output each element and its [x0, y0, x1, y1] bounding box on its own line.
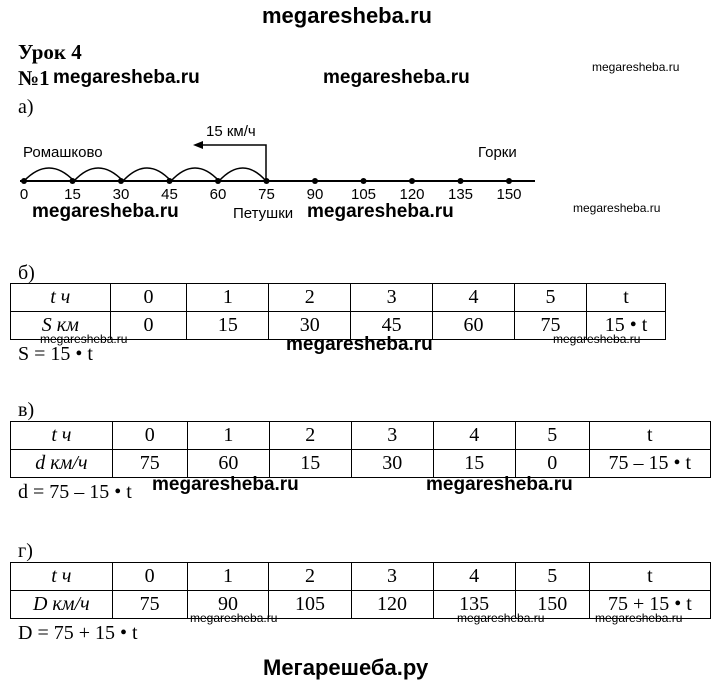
tick-dot [409, 178, 415, 184]
table-cell: 75 [514, 312, 586, 340]
table-cell: 75 + 15 • t [589, 591, 710, 619]
tick-label: 30 [112, 186, 130, 203]
left-place: Ромашково [23, 144, 103, 161]
table-b [10, 283, 666, 340]
table-cell: t ч [11, 422, 113, 450]
footer-title: Мегарешеба.ру [263, 655, 429, 680]
tick-label: 105 [350, 186, 377, 203]
table-cell: 0 [112, 422, 187, 450]
tick-dot [458, 178, 464, 184]
table-cell: t [589, 422, 710, 450]
tick-dot [21, 178, 27, 184]
table-cell: t ч [11, 284, 111, 312]
tick-dot [506, 178, 512, 184]
watermark: megaresheba.ru [53, 67, 200, 88]
table-cell: 15 • t [587, 312, 666, 340]
part-g-label: г) [18, 540, 33, 562]
table-cell: 90 [187, 591, 269, 619]
tick-label: 75 [258, 186, 275, 203]
tick-dot [264, 178, 270, 184]
watermark: megaresheba.ru [573, 201, 661, 215]
table-cell: 60 [433, 312, 515, 340]
table-cell: 60 [187, 450, 269, 478]
table-cell: 3 [351, 563, 433, 591]
watermark: megaresheba.ru [40, 332, 128, 346]
table-cell: 150 [515, 591, 589, 619]
middle-place: Петушки [233, 205, 294, 222]
watermark: megaresheba.ru [323, 67, 470, 88]
table-cell: 30 [269, 312, 351, 340]
table-cell: 15 [187, 312, 269, 340]
table-cell: 0 [110, 284, 187, 312]
table-cell: 120 [351, 591, 433, 619]
tick-dot [312, 178, 318, 184]
table-cell: 1 [187, 422, 269, 450]
tick-label: 45 [161, 186, 178, 203]
part-a-label: а) [18, 96, 34, 118]
watermark: megaresheba.ru [457, 611, 545, 625]
table-cell: t [589, 563, 710, 591]
arrow-head-icon [193, 141, 203, 149]
table-cell: 2 [269, 563, 351, 591]
table-row [11, 312, 666, 340]
table-row [11, 591, 711, 619]
watermark: megaresheba.ru [553, 332, 641, 346]
speed-label: 15 км/ч [206, 123, 256, 140]
table-cell: 4 [433, 284, 515, 312]
table-cell: 105 [269, 591, 351, 619]
tick-label: 120 [399, 186, 425, 203]
watermark: megaresheba.ru [307, 201, 454, 222]
step-arcs [24, 168, 266, 181]
formula-g: D = 75 + 15 • t [18, 622, 138, 644]
table-cell: d км/ч [11, 450, 113, 478]
watermark: megaresheba.ru [286, 334, 433, 355]
table-cell: 1 [187, 563, 269, 591]
part-b-label: б) [18, 262, 35, 284]
table-cell: 15 [269, 450, 351, 478]
table-cell: 5 [515, 563, 589, 591]
table-cell: 15 [433, 450, 515, 478]
table-cell: 4 [433, 422, 515, 450]
table-cell: 45 [351, 312, 433, 340]
tick-label: 135 [447, 186, 474, 203]
tick-label: 15 [64, 186, 81, 203]
table-cell: 5 [515, 422, 589, 450]
watermark: megaresheba.ru [32, 201, 179, 222]
number-line-diagram [0, 115, 720, 225]
table-cell: 2 [269, 422, 351, 450]
table-cell: 75 [112, 591, 187, 619]
task-number: №1 [18, 66, 50, 90]
watermark: megaresheba.ru [190, 611, 278, 625]
table-cell: 4 [433, 563, 515, 591]
formula-v: d = 75 – 15 • t [18, 481, 132, 503]
table-g [10, 562, 711, 619]
table-cell: t [587, 284, 666, 312]
table-cell: 0 [515, 450, 589, 478]
table-cell: S км [11, 312, 111, 340]
speed-arrow [198, 145, 266, 181]
table-cell: 2 [269, 284, 351, 312]
tick-label: 60 [209, 186, 227, 203]
table-cell: 75 [112, 450, 187, 478]
table-cell: 135 [433, 591, 515, 619]
table-cell: t ч [11, 563, 113, 591]
table-cell: 3 [351, 422, 433, 450]
table-cell: 3 [351, 284, 433, 312]
table-row [11, 284, 666, 312]
table-cell: 75 – 15 • t [589, 450, 710, 478]
formula-b: S = 15 • t [18, 343, 93, 365]
tick-dot [70, 178, 76, 184]
watermark: megaresheba.ru [152, 474, 299, 495]
table-row [11, 422, 711, 450]
tick-dot [215, 178, 221, 184]
table-cell: 0 [112, 563, 187, 591]
tick-dot [118, 178, 124, 184]
watermark: megaresheba.ru [426, 474, 573, 495]
tick-dot [167, 178, 173, 184]
watermark: megaresheba.ru [592, 60, 680, 74]
tick-label: 150 [496, 186, 522, 203]
table-cell: D км/ч [11, 591, 113, 619]
watermark: megaresheba.ru [595, 611, 683, 625]
part-v-label: в) [18, 399, 35, 421]
tick-dot [361, 178, 367, 184]
tick-label: 90 [306, 186, 324, 203]
lesson-title: Урок 4 [18, 40, 82, 64]
table-row [11, 450, 711, 478]
tick-label: 0 [19, 186, 29, 203]
table-cell: 5 [514, 284, 586, 312]
table-v [10, 421, 711, 478]
table-cell: 1 [187, 284, 269, 312]
site-header: megaresheba.ru [262, 3, 432, 28]
right-place: Горки [478, 144, 517, 161]
table-row [11, 563, 711, 591]
table-cell: 30 [351, 450, 433, 478]
table-cell: 0 [110, 312, 187, 340]
